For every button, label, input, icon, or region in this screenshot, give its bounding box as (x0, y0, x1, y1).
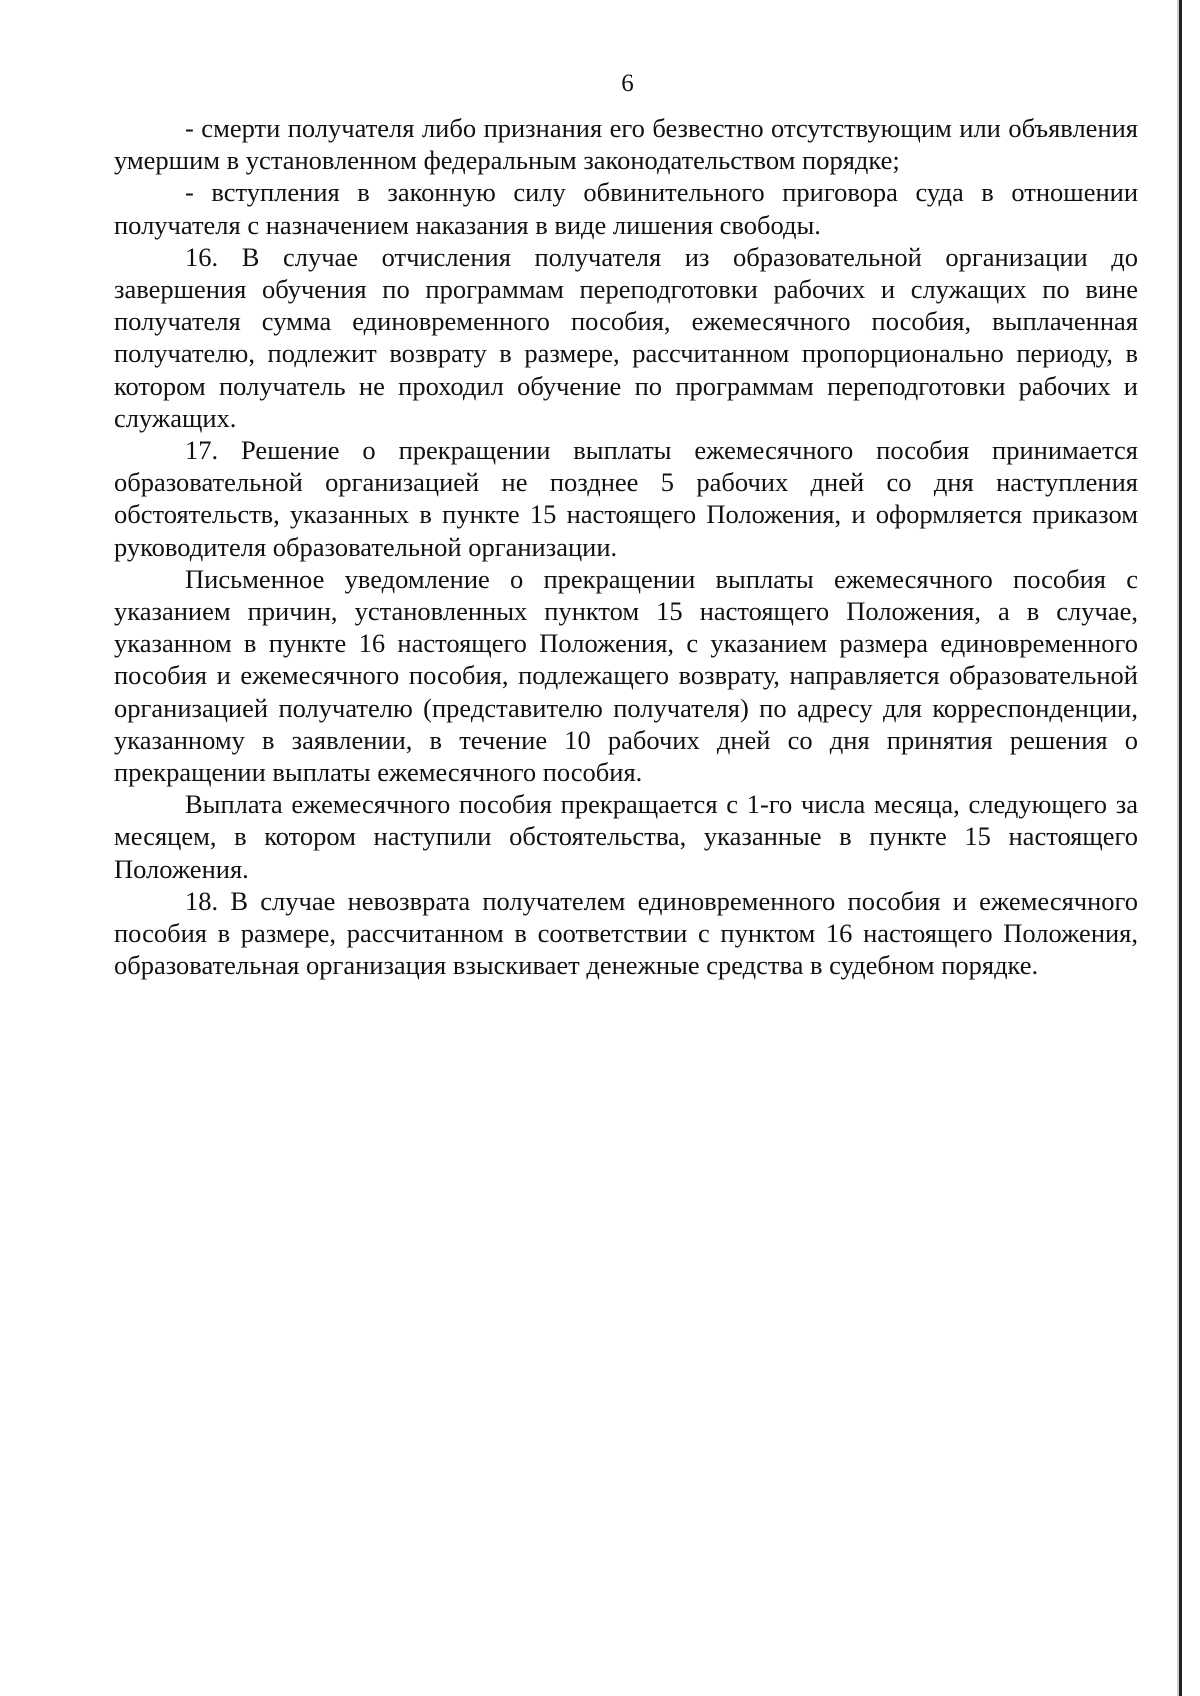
paragraph-clause-death: - смерти получателя либо признания его безвестно отсутствующим или объявления умершим в установленном федеральным законодательством порядке; (114, 113, 1138, 176)
paragraph-18: 18. В случае невозврата получателем единовременного пособия и ежемесячного пособия в размере, рассчитанном в соответствии с пунктом 16 настоящего Положения, образовательная организация взыскивает денежные средства в судебном порядке. (114, 885, 1138, 981)
paragraph-payment-termination: Выплата ежемесячного пособия прекращается с 1-го числа месяца, следующего за месяцем, в котором наступили обстоятельства, указанные в пункте 15 настоящего Положения. (114, 789, 1138, 884)
page-number: 6 (621, 70, 634, 97)
paragraph-17: 17. Решение о прекращении выплаты ежемесячного пособия принимается образовательной организацией не позднее 5 рабочих дней со дня наступления обстоятельств, указанных в пункте 15 настоящего Положения, и оформляется приказом руководителя образовательной организации. (114, 435, 1138, 562)
document-body (114, 112, 1138, 981)
scan-edge-line (1179, 0, 1182, 1696)
paragraph-16: 16. В случае отчисления получателя из образовательной организации до завершения обучения по программам переподготовки рабочих и служащих по вине получателя сумма единовременного пособия, ежемесячного пособия, выплаченная получателю, подлежит возврату в размере, рассчитанном пропорционально периоду, в котором получатель не проходил обучение по программам переподготовки рабочих и служащих. (114, 241, 1138, 433)
paragraph-written-notice: Письменное уведомление о прекращении выплаты ежемесячного пособия с указанием причин, установленных пунктом 15 настоящего Положения, а в случае, указанном в пункте 16 настоящего Положения, с указанием размера единовременного пособия и ежемесячного пособия, подлежащего возврату, направляется образовательной организацией получателю (представителю получателя) по адресу для корреспонденции, указанному в заявлении, в течение 10 рабочих дней со дня принятия решения о прекращении выплаты ежемесячного пособия. (114, 563, 1138, 788)
paragraph-clause-sentence: - вступления в законную силу обвинительного приговора суда в отношении получателя с назначением наказания в виде лишения свободы. (114, 177, 1138, 240)
